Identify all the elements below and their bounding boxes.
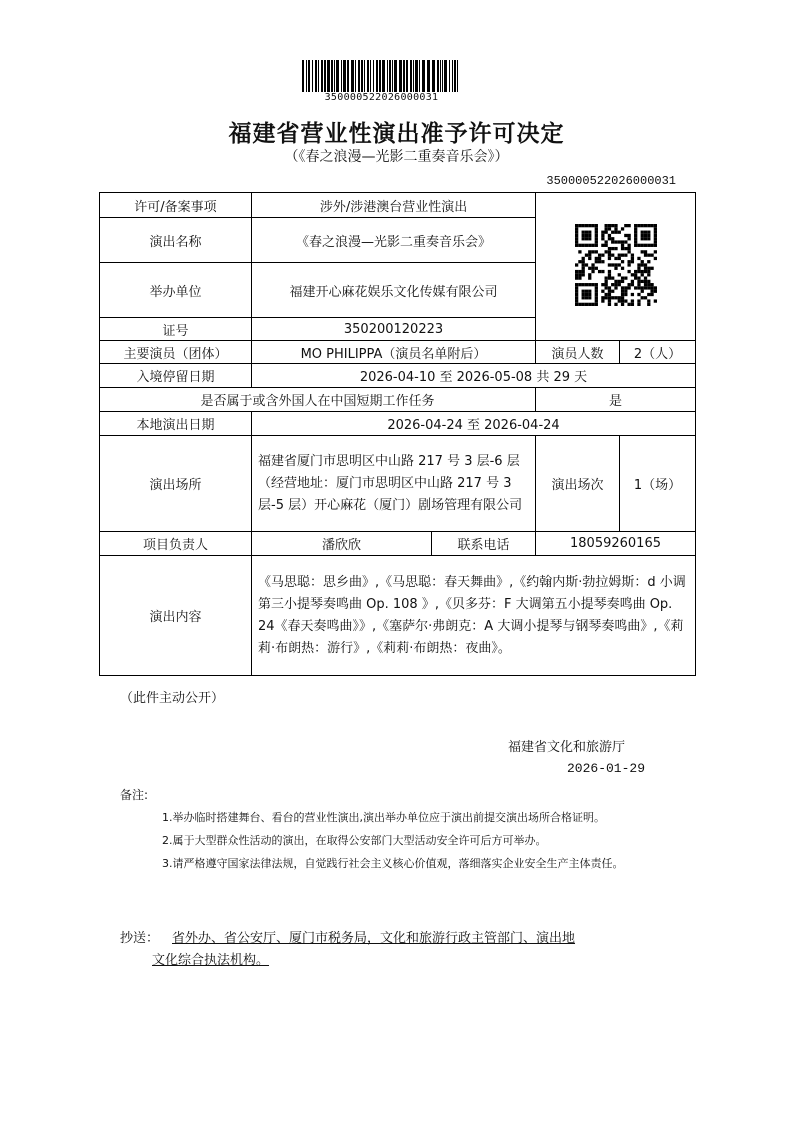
performer-count-value: 2（人）: [620, 341, 696, 364]
permit-type-value: 涉外/涉港澳台营业性演出: [252, 193, 536, 218]
sessions-value: 1（场）: [620, 436, 696, 532]
content-label: 演出内容: [100, 556, 252, 676]
remarks-label: 备注:: [120, 788, 149, 802]
document-number: 350000522026000031: [546, 174, 676, 188]
phone-value: 18059260165: [536, 532, 696, 556]
public-note: （此件主动公开）: [120, 691, 225, 706]
remark-item: 2.属于大型群众性活动的演出，在取得公安部门大型活动安全许可后方可举办。: [162, 834, 547, 847]
performers-label: 主要演员（团体）: [100, 341, 252, 364]
stay-dates-label: 入境停留日期: [100, 364, 252, 388]
show-name-label: 演出名称: [100, 218, 252, 263]
manager-value: 潘欣欣: [252, 532, 432, 556]
issue-date: 2026-01-29: [567, 761, 646, 776]
foreign-work-value: 是: [536, 388, 696, 412]
performer-count-label: 演员人数: [536, 341, 620, 364]
page-title: 福建省营业性演出准予许可决定: [228, 120, 565, 147]
show-name-value: 《春之浪漫—光影二重奏音乐会》: [252, 218, 536, 263]
license-label: 证号: [100, 318, 252, 341]
foreign-work-label: 是否属于或含外国人在中国短期工作任务: [100, 388, 536, 412]
page-subtitle: （《春之浪漫—光影二重奏音乐会》）: [284, 149, 509, 165]
cc-label: 抄送：: [120, 931, 160, 946]
remark-item: 3.请严格遵守国家法律法规，自觉践行社会主义核心价值观，落细落实企业安全生产主体责任。: [162, 857, 624, 870]
barcode-number: 350000522026000031: [324, 92, 439, 103]
sessions-label: 演出场次: [536, 436, 620, 532]
phone-label: 联系电话: [432, 532, 536, 556]
qr-code-icon: [575, 224, 657, 306]
content-value: 《马思聪：思乡曲》,《马思聪：春天舞曲》,《约翰内斯·勃拉姆斯：d 小调第三小提琴奏鸣曲 Op. 108 》,《贝多芬：F 大调第五小提琴奏鸣曲 Op. 24《春天奏鸣曲》》,《塞萨尔·弗朗克：A 大调小提琴与钢琴奏鸣曲》,《莉莉·布朗热：游行》,《莉莉·布朗热：夜曲》。: [252, 556, 696, 676]
license-value: 350200120223: [252, 318, 536, 341]
performers-value: MO PHILIPPA（演员名单附后）: [252, 341, 536, 364]
local-dates-label: 本地演出日期: [100, 412, 252, 436]
venue-label: 演出场所: [100, 436, 252, 532]
barcode-icon: [300, 60, 463, 92]
permit-table: [99, 192, 696, 676]
cc-recipients-cont: 文化综合执法机构。: [152, 953, 270, 968]
local-dates-value: 2026-04-24 至 2026-04-24: [252, 412, 696, 436]
issuer: 福建省文化和旅游厅: [508, 740, 626, 755]
organizer-value: 福建开心麻花娱乐文化传媒有限公司: [252, 263, 536, 318]
permit-type-label: 许可/备案事项: [100, 193, 252, 218]
cc-block: [120, 928, 680, 972]
venue-value: 福建省厦门市思明区中山路 217 号 3 层-6 层（经营地址：厦门市思明区中山路 217 号 3 层-5 层）开心麻花（厦门）剧场管理有限公司: [252, 436, 536, 532]
stay-dates-value: 2026-04-10 至 2026-05-08 共 29 天: [252, 364, 696, 388]
qr-cell: [536, 193, 696, 341]
organizer-label: 举办单位: [100, 263, 252, 318]
cc-recipients: 省外办、省公安厅、厦门市税务局，文化和旅游行政主管部门、演出地: [172, 931, 576, 946]
remark-item: 1.举办临时搭建舞台、看台的营业性演出,演出举办单位应于演出前提交演出场所合格证明。: [162, 811, 605, 824]
manager-label: 项目负责人: [100, 532, 252, 556]
